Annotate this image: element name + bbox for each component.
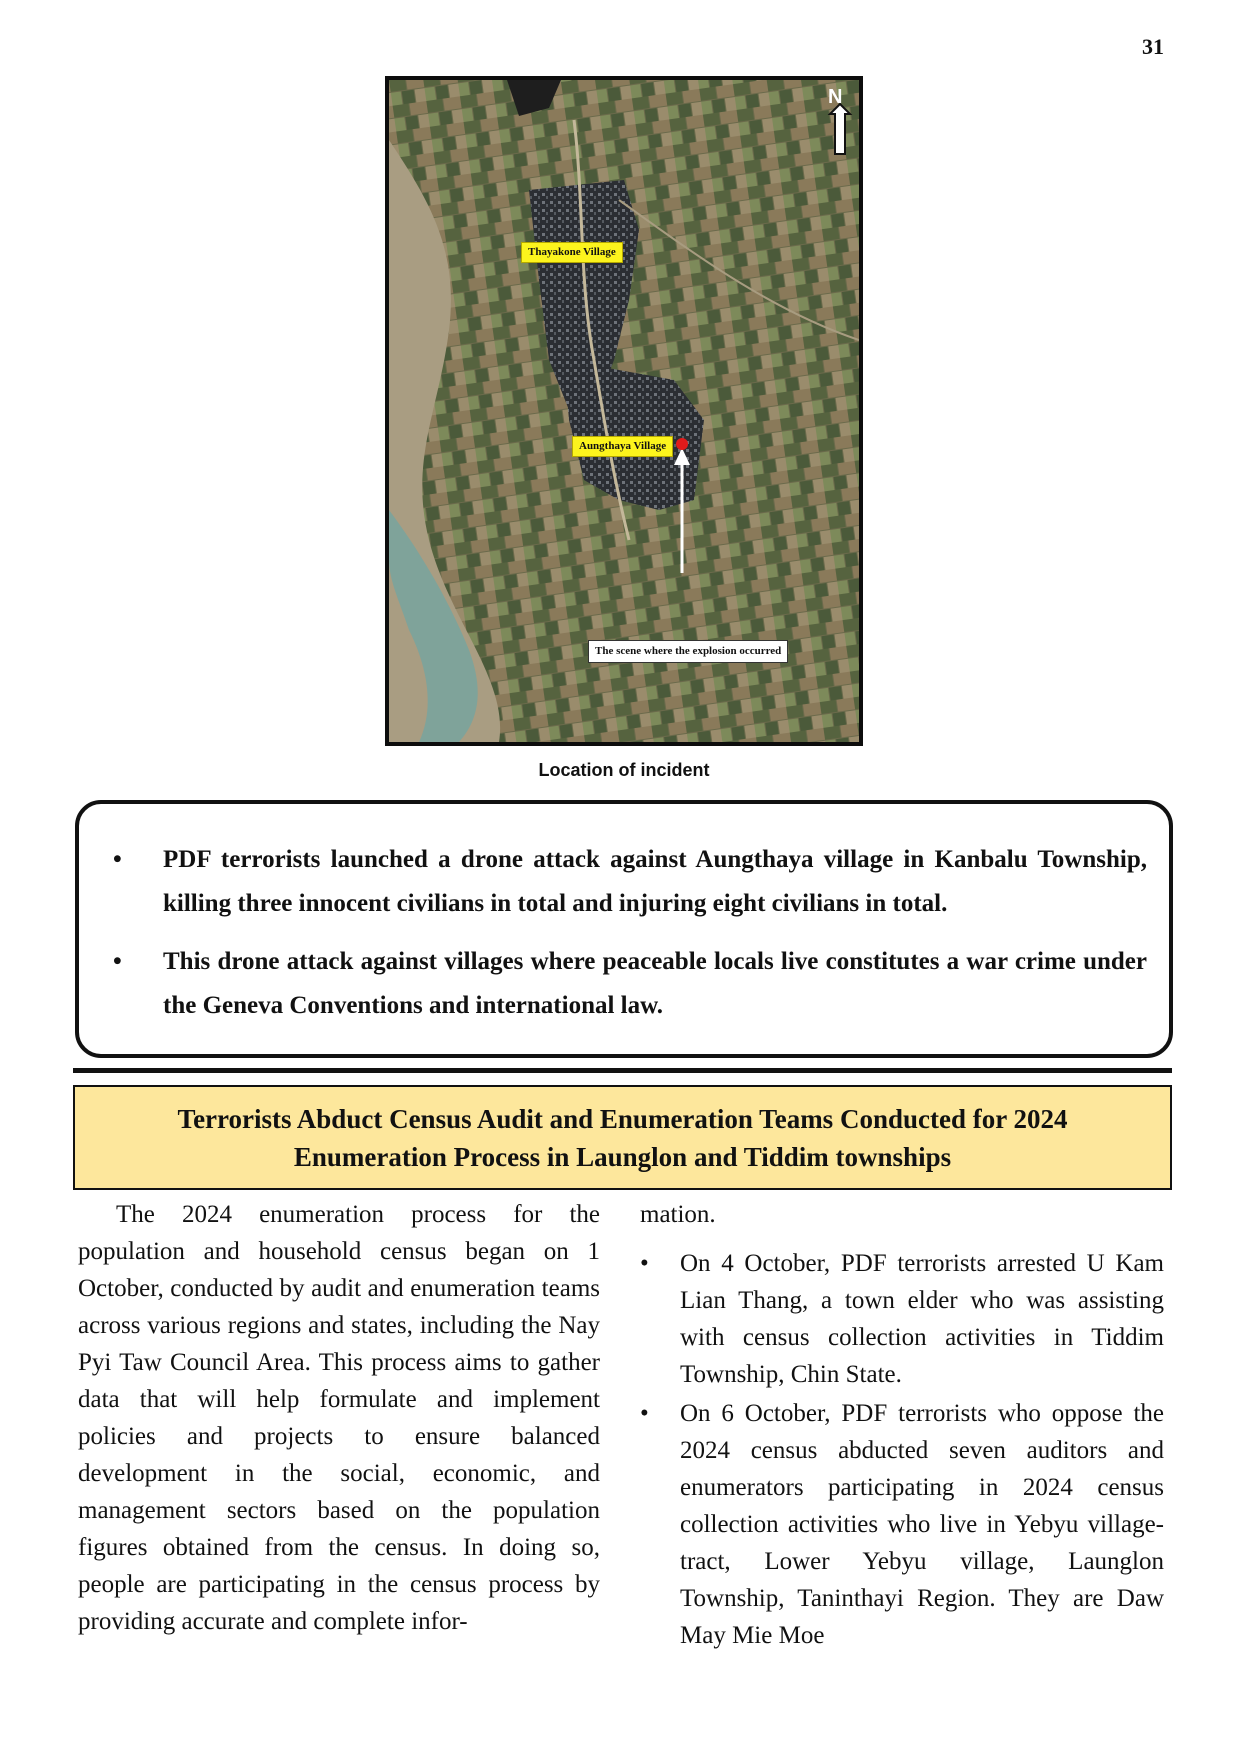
bullet-icon: • xyxy=(640,1250,649,1277)
incident-text: On 4 October, PDF terrorists arrested U Kam Lian Thang, a town elder who was assisting with census collection activities in Tiddim Township, Chin State. xyxy=(680,1250,1164,1388)
label-explosion-scene: The scene where the explosion occurred xyxy=(588,640,788,663)
label-thayakone-village: Thayakone Village xyxy=(521,242,623,263)
incident-location-map xyxy=(385,76,863,746)
article-left-column xyxy=(78,1196,600,1640)
figure-caption: Location of incident xyxy=(538,760,710,780)
article-right-column xyxy=(640,1196,1164,1656)
incident-list xyxy=(640,1245,1164,1654)
page-number: 31 xyxy=(1142,34,1164,59)
bullet-icon: • xyxy=(113,948,122,975)
incident-text: On 6 October, PDF terrorists who oppose the 2024 census abducted seven auditors and enumerators participating in 2024 census collection activities who live in Yebyu village-tract, Lower Yebyu village, Launglon Township, Taninthayi Region. They are Daw May Mie Moe xyxy=(680,1400,1164,1649)
bullet-icon: • xyxy=(640,1400,649,1427)
key-point xyxy=(113,838,1147,926)
article-paragraph: The 2024 enumeration process for the population and household census began on 1 October, conducted by audit and enumeration teams across various regions and states, including the Nay Pyi Taw Council Area. This process aims to gather data that will help formulate and implement policies and projects to ensure balanced development in the social, economic, and management sectors based on the population figures obtained from the census. In doing so, people are participating in the census process by providing accurate and complete infor- xyxy=(78,1201,600,1635)
bullet-icon: • xyxy=(113,846,122,873)
incident-item xyxy=(640,1395,1164,1654)
north-marker: N xyxy=(828,86,843,108)
section-divider xyxy=(73,1068,1172,1073)
key-points-list xyxy=(113,838,1147,1028)
key-point-text: This drone attack against villages where peaceable locals live constitutes a war crime under the Geneva Conventions and international law. xyxy=(163,948,1147,1019)
key-points-box xyxy=(75,800,1173,1058)
incident-item xyxy=(640,1245,1164,1393)
section-heading-text: Terrorists Abduct Census Audit and Enumeration Teams Conducted for 2024 Enumeration Process in Launglon and Tiddim townships xyxy=(177,1103,1068,1172)
incident-marker xyxy=(676,438,688,450)
paragraph-continuation: mation. xyxy=(640,1201,716,1228)
section-heading xyxy=(73,1085,1172,1190)
key-point xyxy=(113,940,1147,1028)
label-aungthaya-village: Aungthaya Village xyxy=(572,436,673,457)
key-point-text: PDF terrorists launched a drone attack against Aungthaya village in Kanbalu Township, killing three innocent civilians in total and injuring eight civilians in total. xyxy=(163,846,1147,917)
